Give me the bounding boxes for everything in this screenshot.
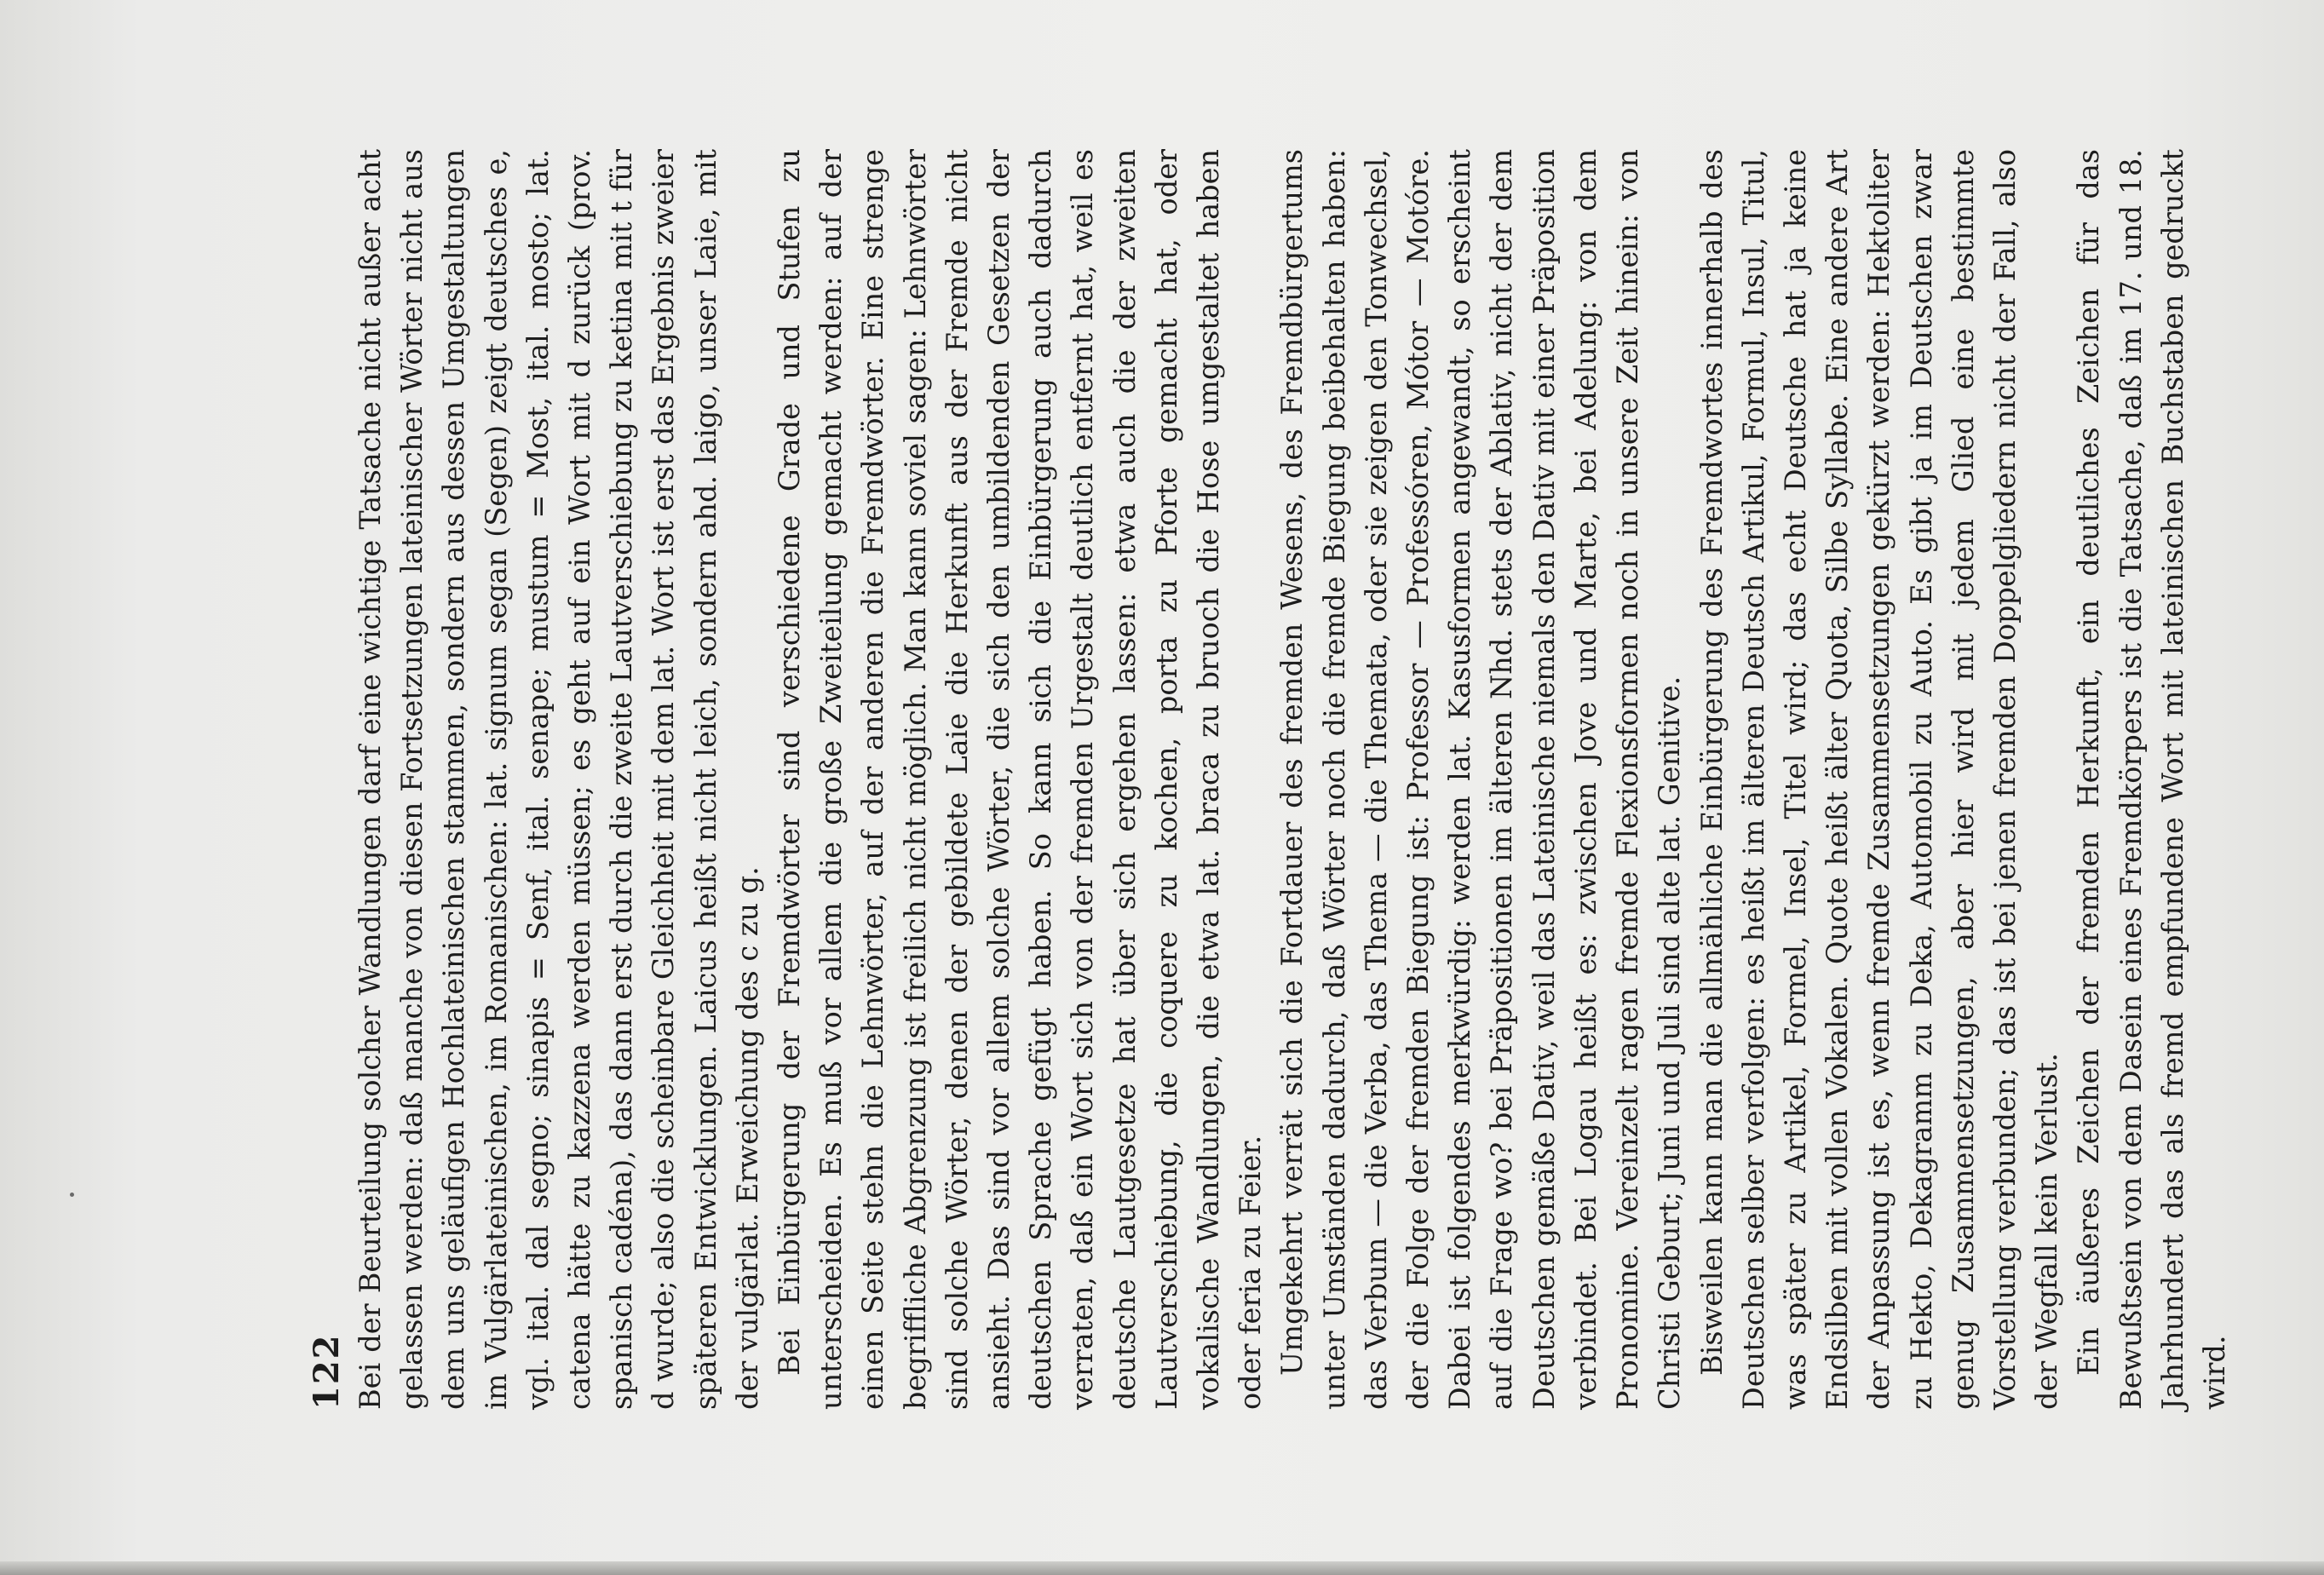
dust-speck — [70, 1193, 74, 1197]
paragraph: Umgekehrt verrät sich die Fortdauer des fremden Wesens, des Fremdbürgertums unter Umständen dadurch, daß Wörter noch die fremde Biegung beibehalten haben: das Verbum — die Verba, das Thema — die Themata, oder sie zeigen den Tonwechsel, der die Folge der fremden Biegung ist: Professor — Professóren, Mótor — Motóre. Dabei ist folgendes merkwürdig: werden lat. Kasusformen angewandt, so erscheint auf die Frage wo? bei Präpositionen im älteren Nhd. stets der Ablativ, nicht der dem Deutschen gemäße Dativ, weil das Lateinische niemals den Dativ mit einer Präposition verbindet. Bei Logau heißt es: zwischen Jove und Marte, bei Adelung: von dem Pronomine. Vereinzelt ragen fremde Flexionsformen noch in unsere Zeit hinein: von Christi Geburt; Juni und Juli sind alte lat. Genitive. — [1275, 149, 1687, 1410]
paragraph: Ein äußeres Zeichen der fremden Herkunft, ein deutliches Zeichen für das Bewußtsein von dem Dasein eines Fremdkörpers ist die Tatsache, daß im 17. und 18. Jahrhundert das als fremd empfundene Wort mit lateinischen Buchstaben gedruckt wird. — [2072, 149, 2231, 1410]
body-text — [349, 149, 2235, 1410]
paragraph: Bei Einbürgerung der Fremdwörter sind verschiedene Grade und Stufen zu unterscheiden. Es muß vor allem die große Zweiteilung gemacht werden: auf der einen Seite stehn die Lehnwörter, auf der anderen die Fremdwörter. Eine strenge begriffliche Abgrenzung ist freilich nicht möglich. Man kann soviel sagen: Lehnwörter sind solche Wörter, denen der gebildete Laie die Herkunft aus der Fremde nicht ansieht. Das sind vor allem solche Wörter, die sich den umbildenden Gesetzen der deutschen Sprache gefügt haben. So kann sich die Einbürgerung auch dadurch verraten, daß ein Wort sich von der fremden Urgestalt deutlich entfernt hat, weil es deutsche Lautgesetze hat über sich ergehen lassen: etwa auch die der zweiten Lautverschiebung, die coquere zu kochen, porta zu Pforte gemacht hat, oder vokalische Wandlungen, die etwa lat. braca zu bruoch die Hose umgestaltet haben oder feria zu Feier. — [773, 149, 1268, 1410]
page-number: 122 — [307, 1333, 347, 1410]
book-page — [247, 149, 2231, 1410]
paragraph: Bei der Beurteilung solcher Wandlungen darf eine wichtige Tatsache nicht außer acht gelassen werden: daß manche von diesen Fortsetzungen lateinischer Wörter nicht aus dem uns geläufigen Hochlateinischen stammen, sondern aus dessen Umgestaltungen im Vulgärlateinischen, im Romanischen: lat. signum segan (Segen) zeigt deutsches e, vgl. ital. dal segno; sinapis = Senf, ital. senape; mustum = Most, ital. mosto; lat. catena hätte zu kazzena werden müssen; es geht auf ein Wort mit d zurück (prov. spanisch cadéna), das dann erst durch die zweite Lautverschiebung zu ketina mit t für d wurde; also die scheinbare Gleichheit mit dem lat. Wort ist erst das Ergebnis zweier späteren Entwicklungen. Laicus heißt nicht leich, sondern ahd. laigo, unser Laie, mit der vulgärlat. Erweichung des c zu g. — [354, 149, 764, 1410]
paragraph: Bisweilen kann man die allmähliche Einbürgerung des Fremdwortes innerhalb des Deutschen selber verfolgen: es heißt im älteren Deutsch Artikul, Formul, Insul, Titul, was später zu Artikel, Formel, Insel, Titel wird; das echt Deutsche hat ja keine Endsilben mit vollen Vokalen. Quote heißt älter Quota, Silbe Syllabe. Eine andere Art der Anpassung ist es, wenn fremde Zusammensetzungen gekürzt werden: Hektoliter zu Hekto, Dekagramm zu Deka, Automobil zu Auto. Es gibt ja im Deutschen zwar genug Zusammensetzungen, aber hier wird mit jedem Glied eine bestimmte Vorstellung verbunden; das ist bei jenen fremden Doppelgliedern nicht der Fall, also der Wegfall kein Verlust. — [1694, 149, 2064, 1410]
scan-bottom-edge — [0, 1561, 2324, 1575]
